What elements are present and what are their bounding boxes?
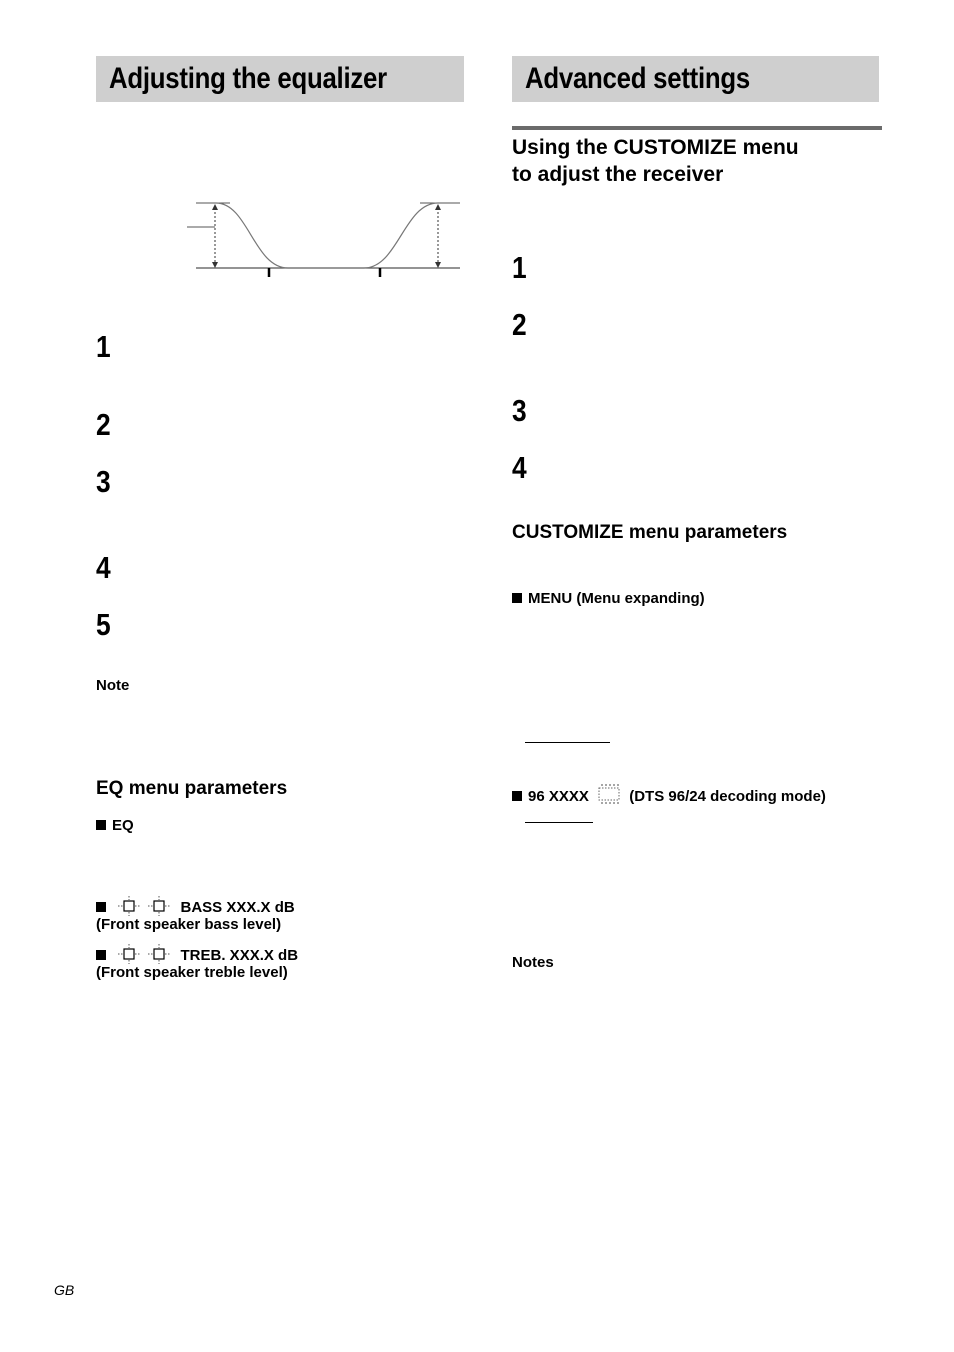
left-step-4: 4	[96, 550, 111, 585]
equalizer-title: Adjusting the equalizer	[109, 62, 387, 95]
left-step-2: 2	[96, 407, 111, 442]
left-step-3: 3	[96, 464, 111, 499]
square-bullet-icon	[512, 593, 522, 603]
eq-curve	[196, 203, 460, 268]
front-right-speaker-icon	[148, 896, 170, 916]
advanced-settings-banner	[512, 56, 879, 102]
square-bullet-icon	[512, 791, 522, 801]
square-bullet-icon	[96, 950, 106, 960]
menu-item-label: MENU (Menu expanding)	[528, 590, 705, 607]
note-label: Note	[96, 677, 130, 694]
dts-item	[512, 783, 826, 806]
right-step-4: 4	[512, 450, 527, 485]
customize-subheading-line-1: Using the CUSTOMIZE menu	[512, 136, 799, 159]
eq-curve-diagram	[0, 0, 954, 300]
customize-params-heading: CUSTOMIZE menu parameters	[512, 522, 788, 543]
page-region-code: GB	[54, 1282, 75, 1298]
bass-item-label: BASS XXX.X dB	[180, 899, 295, 916]
notes-label: Notes	[512, 954, 554, 971]
bass-item	[96, 896, 295, 917]
bass-description: (Front speaker bass level)	[96, 916, 282, 933]
square-bullet-icon	[96, 902, 106, 912]
dts-indicator-icon	[595, 783, 623, 805]
dts-item-prefix: 96 XXXX	[528, 788, 589, 805]
default-underline	[525, 742, 610, 743]
front-left-speaker-icon	[118, 944, 140, 964]
left-step-5: 5	[96, 607, 111, 642]
right-step-2: 2	[512, 307, 527, 342]
treble-description: (Front speaker treble level)	[96, 964, 288, 981]
right-step-1: 1	[512, 250, 527, 285]
dts-item-suffix: (DTS 96/24 decoding mode)	[629, 788, 826, 805]
right-step-3: 3	[512, 393, 527, 428]
right-arrow-head-up	[435, 204, 441, 210]
eq-item	[96, 816, 134, 835]
left-arrow-head-up	[212, 204, 218, 210]
front-right-speaker-icon	[148, 944, 170, 964]
eq-item-label: EQ	[112, 817, 134, 834]
left-arrow-head-down	[212, 262, 218, 268]
front-left-speaker-icon	[118, 896, 140, 916]
left-step-1: 1	[96, 329, 111, 364]
treble-item	[96, 944, 298, 965]
square-bullet-icon	[96, 820, 106, 830]
right-arrow-head-down	[435, 262, 441, 268]
eq-menu-heading: EQ menu parameters	[96, 778, 288, 799]
section-rule	[512, 126, 882, 130]
dts-default-underline	[525, 822, 593, 823]
customize-subheading-line-2: to adjust the receiver	[512, 163, 724, 186]
menu-item	[512, 589, 705, 608]
advanced-settings-title: Advanced settings	[525, 62, 751, 95]
treble-item-label: TREB. XXX.X dB	[180, 947, 299, 964]
